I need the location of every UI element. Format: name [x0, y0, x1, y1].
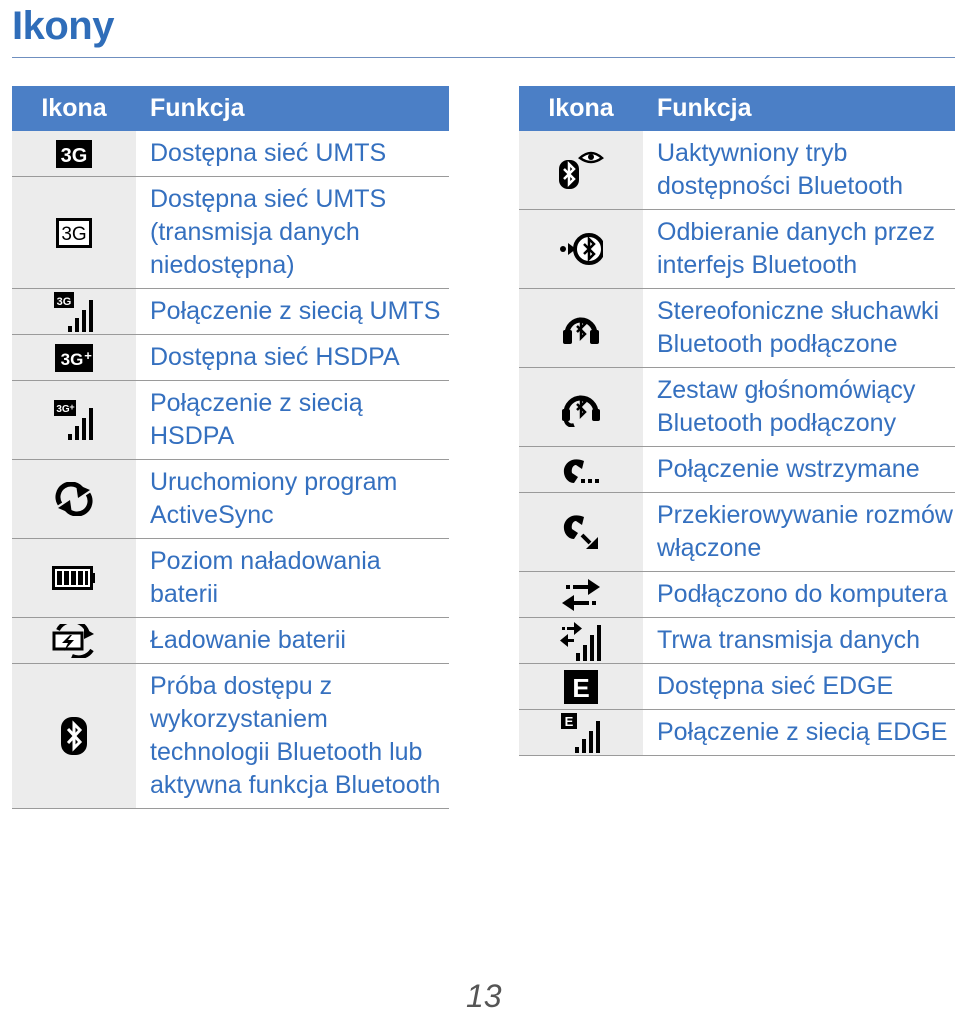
table-row	[519, 493, 955, 572]
icons-table-left	[12, 86, 449, 809]
edge-signal-icon	[561, 713, 601, 753]
bluetooth-visible-icon	[558, 150, 604, 190]
3g-outline-icon	[56, 218, 92, 248]
icons-table-right	[519, 86, 955, 756]
svg-text:E: E	[564, 713, 574, 729]
table-row	[519, 572, 955, 618]
table-row	[519, 210, 955, 289]
3g-plus-icon	[55, 344, 93, 372]
edge-icon	[564, 670, 598, 704]
row-function: Uaktywniony tryb dostępności Bluetooth	[643, 131, 955, 210]
svg-text:3G: 3G	[61, 223, 87, 245]
battery-charging-icon	[52, 624, 96, 658]
title-divider	[12, 57, 955, 58]
bluetooth-icon	[59, 716, 89, 756]
table-header	[12, 86, 449, 131]
battery-icon	[52, 566, 96, 590]
page-title: Ikony	[12, 4, 114, 48]
column-header-icon: Ikona	[12, 86, 136, 131]
row-function: Uruchomiony program ActiveSync	[136, 460, 449, 539]
svg-text:3G: 3G	[60, 349, 84, 369]
row-function: Połączenie z siecią HSDPA	[136, 381, 449, 460]
table-row	[12, 177, 449, 289]
table-row	[12, 131, 449, 177]
row-function: Dostępna sieć HSDPA	[136, 335, 449, 381]
table-row	[12, 664, 449, 809]
table-row	[519, 131, 955, 210]
column-header-icon: Ikona	[519, 86, 643, 131]
svg-text:3G: 3G	[60, 144, 88, 167]
bluetooth-headphones-icon	[561, 310, 601, 346]
row-function: Stereofoniczne słuchawki Bluetooth podłączone	[643, 289, 955, 368]
table-row	[519, 368, 955, 447]
svg-text:+: +	[84, 347, 92, 363]
pc-connected-icon	[560, 577, 602, 613]
table-row	[12, 460, 449, 539]
bluetooth-receive-icon	[559, 231, 603, 267]
row-function: Poziom naładowania baterii	[136, 539, 449, 618]
table-header	[519, 86, 955, 131]
table-row	[12, 335, 449, 381]
table-row	[519, 618, 955, 664]
svg-text:+: +	[69, 402, 75, 412]
column-header-function: Funkcja	[136, 86, 449, 131]
svg-text:3G: 3G	[56, 295, 72, 308]
row-function: Zestaw głośnomówiący Bluetooth podłączony	[643, 368, 955, 447]
svg-text:E: E	[572, 672, 590, 703]
3g-plus-signal-icon	[54, 400, 94, 440]
table-row	[519, 710, 955, 756]
row-function: Połączenie wstrzymane	[643, 447, 955, 493]
table-row	[12, 539, 449, 618]
3g-signal-icon	[54, 292, 94, 332]
svg-text:3G: 3G	[56, 404, 70, 415]
row-function: Dostępna sieć UMTS (transmisja danych niedostępna)	[136, 177, 449, 289]
row-function: Próba dostępu z wykorzystaniem technologii Bluetooth lub aktywna funkcja Bluetooth	[136, 664, 449, 809]
row-function: Ładowanie baterii	[136, 618, 449, 664]
column-header-function: Funkcja	[643, 86, 955, 131]
activesync-icon	[54, 482, 94, 516]
call-forward-icon	[560, 513, 602, 551]
table-row	[519, 664, 955, 710]
3g-filled-icon	[56, 140, 92, 168]
row-function: Dostępna sieć EDGE	[643, 664, 955, 710]
row-function: Połączenie z siecią EDGE	[643, 710, 955, 756]
table-row	[12, 289, 449, 335]
data-transfer-icon	[560, 621, 602, 661]
call-hold-icon	[560, 455, 602, 485]
row-function: Przekierowywanie rozmów włączone	[643, 493, 955, 572]
row-function: Dostępna sieć UMTS	[136, 131, 449, 177]
table-row	[12, 381, 449, 460]
table-row	[12, 618, 449, 664]
table-row	[519, 289, 955, 368]
bluetooth-handsfree-icon	[560, 387, 602, 427]
row-function: Odbieranie danych przez interfejs Bluetooth	[643, 210, 955, 289]
table-row	[519, 447, 955, 493]
page-number: 13	[466, 978, 502, 1014]
row-function: Trwa transmisja danych	[643, 618, 955, 664]
row-function: Podłączono do komputera	[643, 572, 955, 618]
row-function: Połączenie z siecią UMTS	[136, 289, 449, 335]
